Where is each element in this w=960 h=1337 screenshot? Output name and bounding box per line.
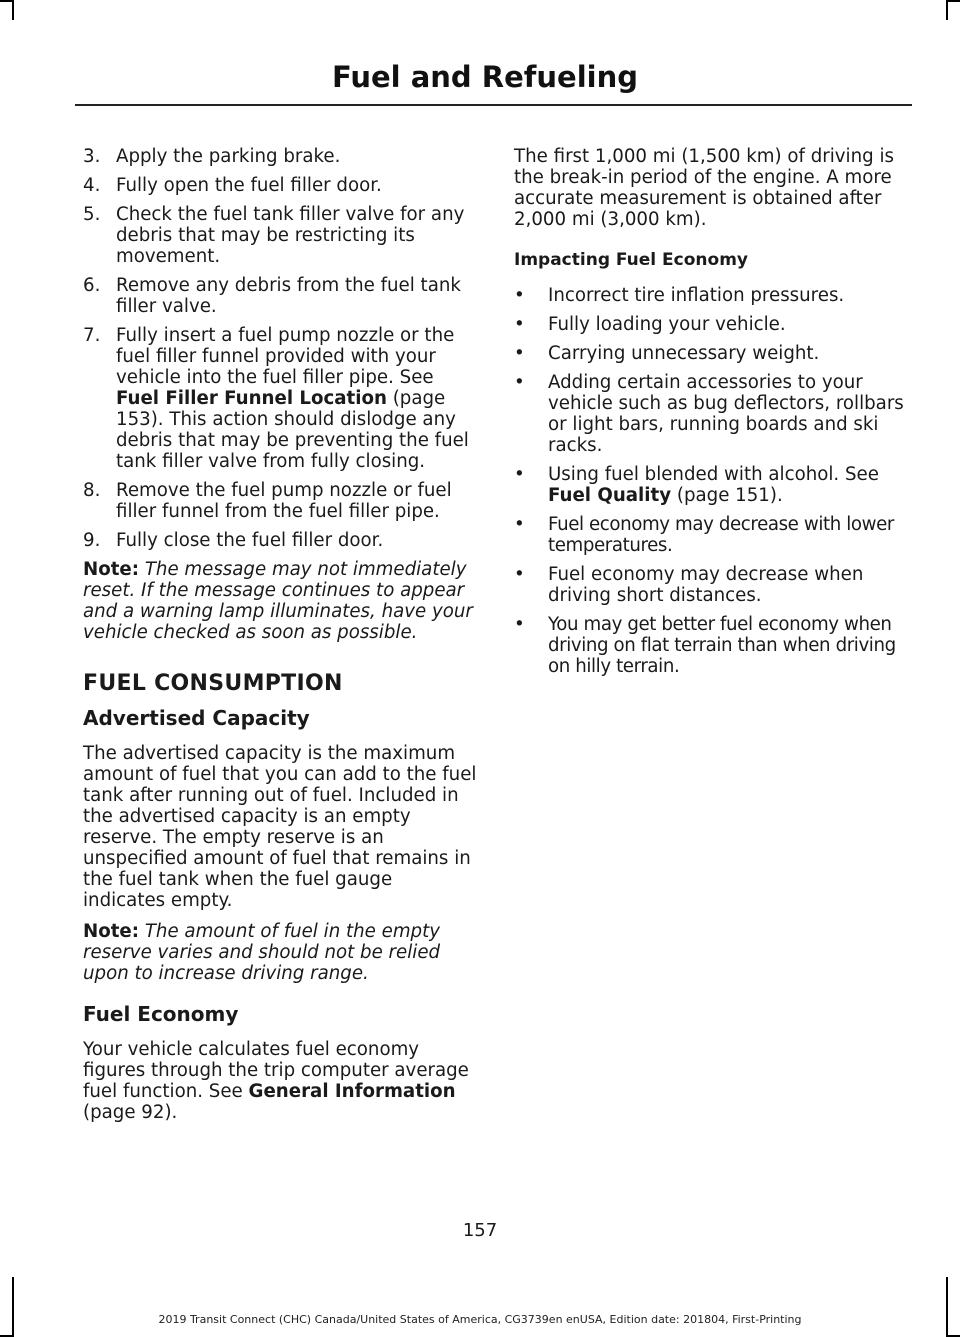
note-paragraph: Note: The message may not immediately reset. If the message continues to appear and a warning lamp illuminates, have your vehicle checked as soon as possible.	[83, 559, 473, 643]
fuel-filler-funnel-link[interactable]: Fuel Filler Funnel Location	[116, 388, 387, 409]
list-item: • Fully loading your vehicle.	[514, 314, 786, 335]
header-divider	[75, 104, 912, 106]
crop-mark-top-right	[948, 0, 960, 2]
crop-mark-bottom-right-vertical	[946, 1277, 948, 1337]
bullet-icon: •	[514, 564, 525, 585]
subsection-heading: Fuel Economy	[83, 1002, 239, 1026]
crop-mark-top-left	[0, 0, 12, 2]
general-information-link[interactable]: General Information	[248, 1081, 456, 1102]
crop-mark-bottom-left-vertical	[12, 1277, 14, 1337]
list-item: 4. Fully open the fuel filler door.	[83, 175, 382, 196]
list-item: 9. Fully close the fuel filler door.	[83, 530, 384, 551]
page-number: 157	[462, 1220, 498, 1241]
bullet-icon: •	[514, 614, 525, 635]
list-item: 3. Apply the parking brake.	[83, 146, 341, 167]
section-heading: FUEL CONSUMPTION	[83, 671, 343, 696]
refuel-steps-list	[83, 146, 478, 551]
fuel-quality-link[interactable]: Fuel Quality	[548, 485, 672, 506]
body-paragraph: The advertised capacity is the maximum amount of fuel that you can add to the fuel tank after running out of fuel. Included in the advertised capacity is an empty reserve. The empty reserve is an unspecified amount of fuel that remains in the fuel tank when the fuel gauge indicates empty.	[83, 743, 477, 911]
list-item: 6. Remove any debris from the fuel tank filler valve.	[83, 275, 461, 317]
list-item: • Incorrect tire inflation pressures.	[514, 285, 845, 306]
subsection-heading: Advertised Capacity	[83, 706, 310, 730]
list-item: • Using fuel blended with alcohol. See Fuel Quality (page 151).	[514, 464, 879, 506]
crop-mark-top-right-vertical	[946, 0, 948, 20]
list-item: • Adding certain accessories to your vehicle such as bug deflectors, rollbars or light bars, running boards and ski racks.	[514, 372, 904, 456]
impact-list	[514, 285, 914, 677]
crop-mark-top-left-vertical	[12, 0, 14, 20]
bullet-icon: •	[514, 514, 525, 535]
footer-edition-text: 2019 Transit Connect (CHC) Canada/United States of America, CG3739en enUSA, Edition date: 201804, First-Printing	[158, 1313, 802, 1326]
list-item: • Fuel economy may decrease when driving short distances.	[514, 564, 864, 606]
right-column	[514, 146, 914, 685]
subsection-heading: Impacting Fuel Economy	[514, 250, 748, 270]
list-item: 8. Remove the fuel pump nozzle or fuel filler funnel from the fuel filler pipe.	[83, 480, 452, 522]
bullet-icon: •	[514, 314, 525, 335]
left-column	[83, 146, 478, 1133]
bullet-icon: •	[514, 372, 525, 393]
list-item: • Carrying unnecessary weight.	[514, 343, 820, 364]
body-paragraph: Your vehicle calculates fuel economy figures through the trip computer average fuel function. See General Information (page 92).	[83, 1039, 469, 1123]
list-item: 5. Check the fuel tank filler valve for any debris that may be restricting its movement.	[83, 204, 465, 267]
page-title: Fuel and Refueling	[331, 60, 638, 94]
note-paragraph: Note: The amount of fuel in the empty reserve varies and should not be relied upon to increase driving range.	[83, 921, 441, 984]
list-item: • You may get better fuel economy when driving on flat terrain than when driving on hilly terrain.	[514, 614, 896, 677]
body-paragraph: The first 1,000 mi (1,500 km) of driving is the break-in period of the engine. A more accurate measurement is obtained after 2,000 mi (3,000 km).	[514, 146, 894, 230]
list-item: 7. Fully insert a fuel pump nozzle or the fuel filler funnel provided with your vehicle into the fuel filler pipe. See Fuel Filler Funnel Location (page 153). This action should dislodge any debris that may be preventing the fuel tank filler valve from fully closing.	[83, 325, 469, 472]
list-item: • Fuel economy may decrease with lower temperatures.	[514, 514, 894, 556]
bullet-icon: •	[514, 343, 525, 364]
bullet-icon: •	[514, 285, 525, 306]
bullet-icon: •	[514, 464, 525, 485]
